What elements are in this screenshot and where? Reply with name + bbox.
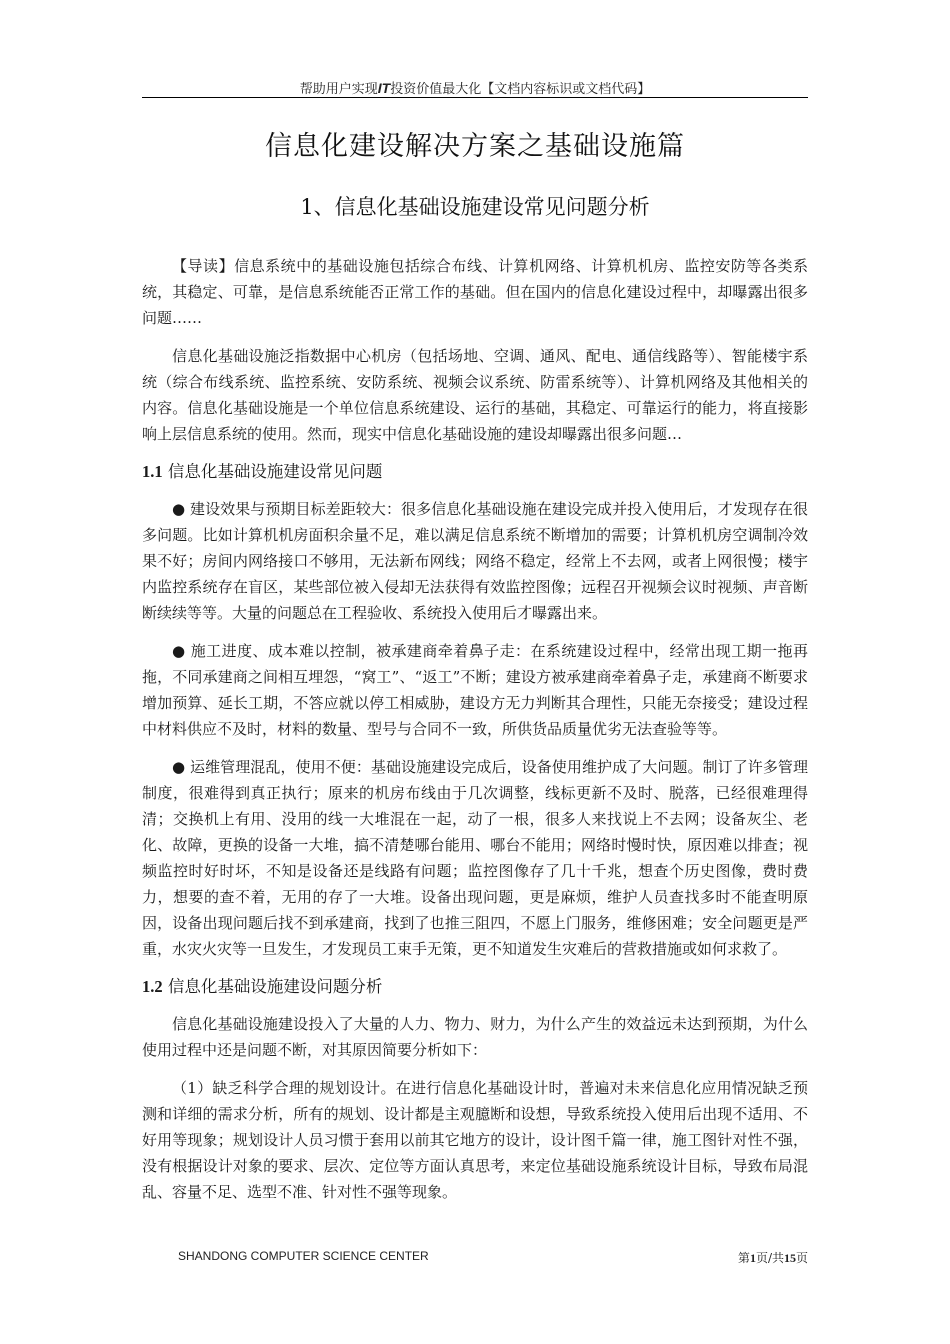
footer-page-number xyxy=(738,1249,808,1266)
body-paragraph: （1）缺乏科学合理的规划设计。在进行信息化基础设计时，普遍对未来信息化应用情况缺乏预测和详细的需求分析，所有的规划、设计都是主观臆断和设想，导致系统投入使用后出现不适用、不好用等现象；规划设计人员习惯于套用以前其它地方的设计，设计图千篇一律，施工图针对性不强，没有根据设计对象的要求、层次、定位等方面认真思考，来定位基础设施系统设计目标，导致布局混乱、容量不足、选型不准、针对性不强等现象。 xyxy=(142,1079,808,1201)
page-separator: 页/共 xyxy=(755,1251,784,1265)
bullet-paragraph: ● 建设效果与预期目标差距较大：很多信息化基础设施在建设完成并投入使用后，才发现存在很多问题。比如计算机机房面积余量不足，难以满足信息系统不断增加的需要；计算机机房空调制冷效果不好；房间内网络接口不够用，无法新布网线；网络不稳定，经常上不去网，或者上网很慢；楼宇内监控系统存在盲区，某些部位被入侵却无法获得有效监控图像；远程召开视频会议时视频、声音断断续续等等。大量的问题总在工程验收、系统投入使用后才曝露出来。 xyxy=(142,500,808,622)
section-title: 信息化基础设施建设问题分析 xyxy=(167,977,383,996)
section-number: 1.2 xyxy=(142,977,163,996)
page-current: 1 xyxy=(749,1251,756,1265)
header-suffix: 投资价值最大化【文档内容标识或文档代码】 xyxy=(390,82,651,97)
page-prefix: 第 xyxy=(737,1251,750,1265)
section-heading xyxy=(142,974,808,1000)
section-heading xyxy=(142,459,808,485)
document-title: 信息化建设解决方案之基础设施篇 xyxy=(265,131,685,162)
bullet-paragraph: ● 施工进度、成本难以控制，被承建商牵着鼻子走：在系统建设过程中，经常出现工期一拖再拖，不同承建商之间相互埋怨，“窝工”、“返工”不断；建设方被承建商牵着鼻子走，承建商不断要求增加预算、延长工期，不答应就以停工相威胁，建设方无力判断其合理性，只能无奈接受；建设过程中材料供应不及时，材料的数量、型号与合同不一致，所供货品质量优劣无法查验等等。 xyxy=(142,642,808,738)
header-prefix: 帮助用户实现 xyxy=(299,82,378,97)
document-subtitle: 1、信息化基础设施建设常见问题分析 xyxy=(300,195,650,219)
bullet-paragraph: ● 运维管理混乱，使用不便：基础设施建设完成后，设备使用维护成了大问题。制订了许多管理制度，很难得到真正执行；原来的机房布线由于几次调整，线标更新不及时、脱落，已经很难理得清；交换机上有用、没用的线一大堆混在一起，动了一根，很多人来找说上不去网；设备灰尘、老化、故障，更换的设备一大堆，搞不清楚哪台能用、哪台不能用；网络时慢时快，原因难以排查；视频监控时好时坏，不知是设备还是线路有问题；监控图像存了几十千兆，想查个历史图像，费时费力，想要的查不着，无用的存了一大堆。设备出现问题，更是麻烦，维护人员查找多时不能查明原因，设备出现问题后找不到承建商，找到了也推三阻四，不愿上门服务，维修困难；安全问题更是严重，水灾火灾等一旦发生，才发现员工束手无策，更不知道发生灾难后的营救措施或如何求救了。 xyxy=(142,758,808,958)
header-it: IT xyxy=(377,80,391,96)
page-header xyxy=(142,78,808,97)
header-divider xyxy=(142,97,808,98)
footer-organization: SHANDONG COMPUTER SCIENCE CENTER xyxy=(178,1249,429,1263)
page-suffix: 页 xyxy=(795,1251,808,1265)
section-title: 信息化基础设施建设常见问题 xyxy=(167,462,383,481)
document-body xyxy=(142,253,808,1217)
body-paragraph: 信息化基础设施建设投入了大量的人力、物力、财力，为什么产生的效益远未达到预期，为什么使用过程中还是问题不断，对其原因简要分析如下： xyxy=(142,1015,808,1059)
intro-paragraph: 信息化基础设施泛指数据中心机房（包括场地、空调、通风、配电、通信线路等）、智能楼宇系统（综合布线系统、监控系统、安防系统、视频会议系统、防雷系统等）、计算机网络及其他相关的内容。信息化基础设施是一个单位信息系统建设、运行的基础，其稳定、可靠运行的能力，将直接影响上层信息系统的使用。然而，现实中信息化基础设施的建设却曝露出很多问题… xyxy=(142,347,808,443)
intro-paragraph: 【导读】信息系统中的基础设施包括综合布线、计算机网络、计算机机房、监控安防等各类系统，其稳定、可靠，是信息系统能否正常工作的基础。但在国内的信息化建设过程中，却曝露出很多问题…… xyxy=(142,257,808,327)
section-number: 1.1 xyxy=(142,462,163,481)
page-total: 15 xyxy=(783,1251,796,1265)
